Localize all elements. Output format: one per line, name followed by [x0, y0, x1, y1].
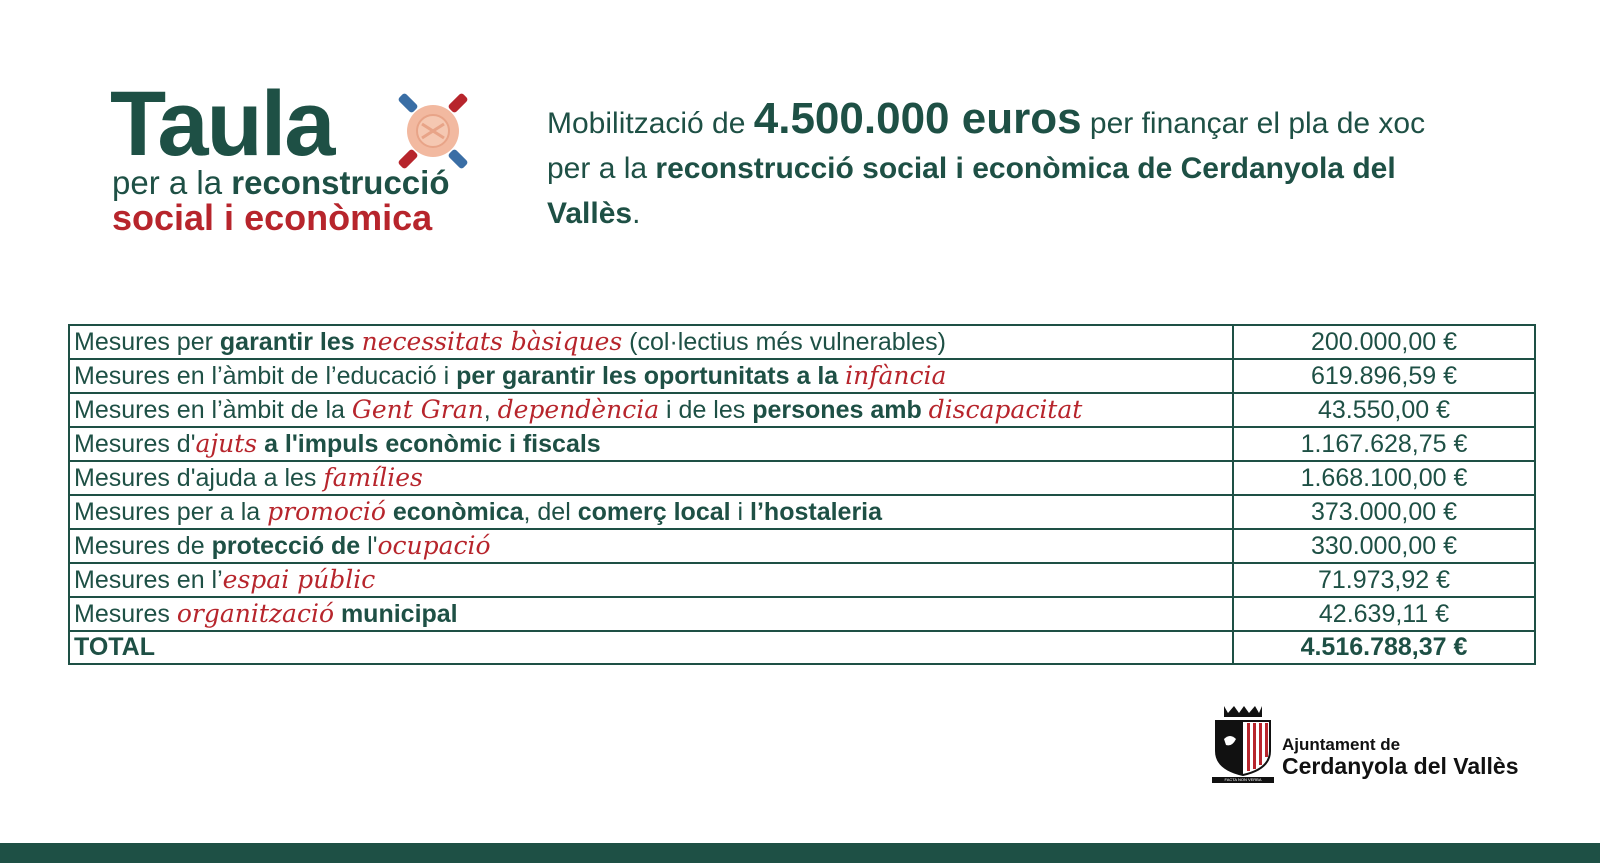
measure-text: , del — [523, 498, 578, 526]
measure-description — [69, 393, 1233, 427]
table-row — [69, 461, 1535, 495]
measure-bold-text: municipal — [334, 600, 458, 628]
measure-text: Mesures en l’àmbit de la — [74, 396, 352, 424]
intro-bold: reconstrucció social i econòmica de Cerdanyola del Vallès — [547, 152, 1396, 230]
table-row — [69, 325, 1535, 359]
measure-text: Mesures — [74, 600, 177, 628]
intro-text-1: Mobilització de — [547, 107, 754, 140]
total-amount: 4.516.788,37 € — [1233, 631, 1535, 664]
measure-text: Mesures per — [74, 328, 220, 356]
measure-bold-text: econòmica — [385, 498, 524, 526]
measure-amount: 1.668.100,00 € — [1233, 461, 1535, 495]
table-row — [69, 529, 1535, 563]
coat-of-arms-icon — [1208, 703, 1278, 783]
measure-text: i de les — [659, 396, 753, 424]
measure-text: , — [483, 396, 498, 424]
measure-description — [69, 529, 1233, 563]
measure-description — [69, 495, 1233, 529]
measure-bold-text: l’hostaleria — [750, 498, 883, 526]
measure-amount: 1.167.628,75 € — [1233, 427, 1535, 461]
measure-amount: 42.639,11 € — [1233, 597, 1535, 631]
measure-text: Mesures en l’àmbit de l’educació i — [74, 362, 457, 390]
measure-amount: 619.896,59 € — [1233, 359, 1535, 393]
ajuntament-label: Ajuntament de — [1282, 735, 1401, 754]
measure-description — [69, 597, 1233, 631]
measure-amount: 330.000,00 € — [1233, 529, 1535, 563]
budget-table-body — [69, 325, 1535, 664]
measure-bold-text: comerç local — [577, 498, 731, 526]
measure-amount: 200.000,00 € — [1233, 325, 1535, 359]
budget-table — [68, 324, 1536, 665]
measure-description — [69, 427, 1233, 461]
measure-text: Mesures d' — [74, 430, 196, 458]
measure-bold-text: persones amb — [752, 396, 929, 424]
measure-description — [69, 325, 1233, 359]
measure-highlight: infància — [845, 361, 947, 390]
intro-amount: 4.500.000 euros — [753, 94, 1082, 143]
table-row — [69, 563, 1535, 597]
logo-subtitle — [112, 166, 450, 199]
ajuntament-motto: FACTA NON VERBA — [1224, 777, 1262, 782]
measure-highlight: Gent Gran — [351, 395, 484, 424]
measure-highlight: famílies — [323, 463, 423, 492]
measure-text: (col·lectius més vulnerables) — [622, 328, 946, 356]
measure-highlight: dependència — [497, 395, 660, 424]
total-label: TOTAL — [69, 631, 1233, 664]
logo-title: Taula — [110, 73, 334, 175]
intro-end: . — [632, 197, 641, 230]
table-row — [69, 427, 1535, 461]
measure-amount: 373.000,00 € — [1233, 495, 1535, 529]
measure-highlight: ocupació — [377, 531, 491, 560]
total-row — [69, 631, 1535, 664]
measure-bold-text: protecció de — [211, 532, 368, 560]
logo-subtitle-bold: reconstrucció — [231, 164, 450, 201]
measure-highlight: ajuts — [195, 429, 258, 458]
measure-description — [69, 359, 1233, 393]
ajuntament-logo — [1208, 703, 1548, 803]
hands-circle-icon — [392, 90, 474, 172]
measure-text: Mesures en l’ — [74, 566, 223, 594]
measure-text: Mesures d'ajuda a les — [74, 464, 324, 492]
measure-highlight: discapacitat — [928, 395, 1083, 424]
ajuntament-name: Cerdanyola del Vallès — [1282, 753, 1519, 779]
intro-paragraph — [547, 96, 1427, 236]
logo-subtitle-red: social i econòmica — [112, 197, 433, 238]
measure-bold-text: per garantir les oportunitats a la — [456, 362, 846, 390]
measure-description — [69, 563, 1233, 597]
table-row — [69, 597, 1535, 631]
measure-amount: 43.550,00 € — [1233, 393, 1535, 427]
measure-description — [69, 461, 1233, 495]
taula-logo — [110, 73, 490, 244]
table-row — [69, 495, 1535, 529]
measure-text: i — [730, 498, 751, 526]
footer-bar — [0, 843, 1600, 863]
intro-text-2: per finançar el pla de xoc per a la — [547, 107, 1426, 185]
measure-highlight: necessitats bàsiques — [361, 327, 623, 356]
logo-subtitle-regular: per a la — [112, 164, 232, 201]
measure-text: l' — [367, 532, 378, 560]
measure-highlight: promoció — [267, 497, 386, 526]
measure-text: Mesures per a la — [74, 498, 268, 526]
measure-highlight: organització — [176, 599, 334, 628]
table-row — [69, 359, 1535, 393]
table-row — [69, 393, 1535, 427]
measure-bold-text: a l'impuls econòmic i fiscals — [257, 430, 601, 458]
measure-text: Mesures de — [74, 532, 212, 560]
measure-highlight: espai públic — [222, 565, 376, 594]
measure-amount: 71.973,92 € — [1233, 563, 1535, 597]
measure-bold-text: garantir les — [219, 328, 362, 356]
